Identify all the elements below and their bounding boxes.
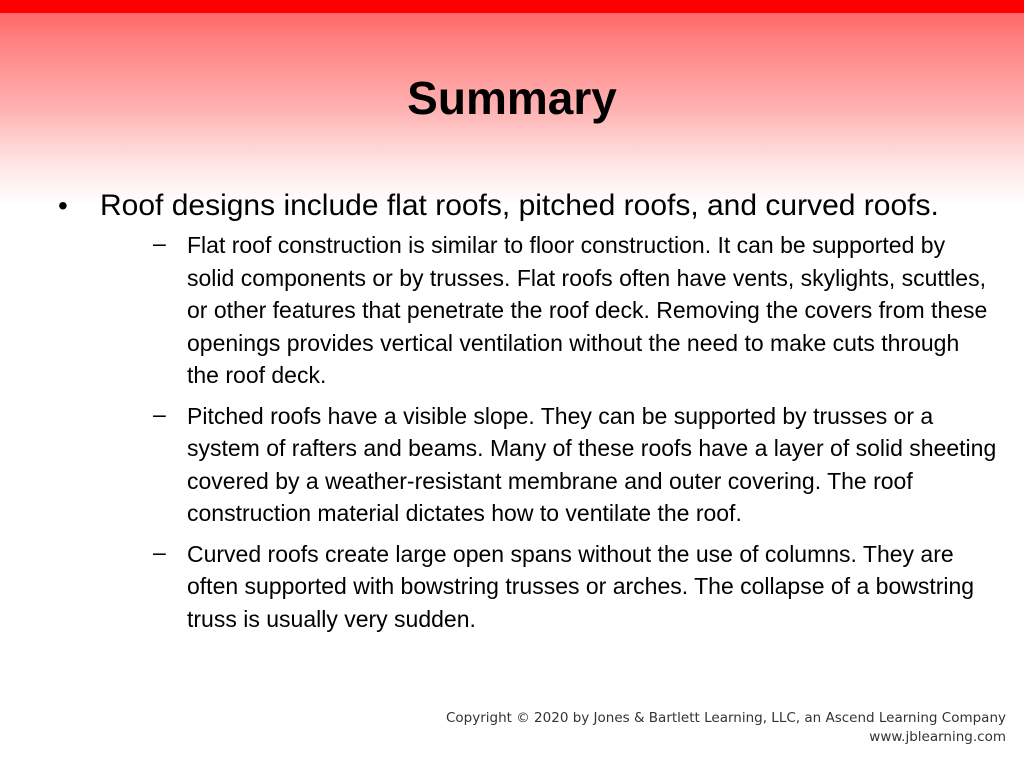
sub-bullet-text: Pitched roofs have a visible slope. They can be supported by trusses or a system of rafters and beams. Many of these roofs have a layer of solid sheeting covered by a weather-resistant membrane and outer covering. The roof construction material dictates how to ventilate the roof. — [187, 402, 997, 526]
sub-bullet-marker: – — [153, 400, 166, 427]
bullet-marker: • — [58, 190, 68, 221]
top-accent-bar — [0, 0, 1024, 13]
slide-title: Summary — [407, 72, 617, 124]
sub-bullet-text: Flat roof construction is similar to floor construction. It can be supported by solid components or by trusses. Flat roofs often have vents, skylights, scuttles, or other features that penetrate the roof deck. Removing the covers from these openings provides vertical ventilation without the need to make cuts through the roof deck. — [187, 232, 988, 388]
copyright-notice: Copyright © 2020 by Jones & Bartlett Learning, LLC, an Ascend Learning Company — [446, 710, 1006, 726]
publisher-url: www.jblearning.com — [869, 729, 1006, 745]
sub-bullet-marker: – — [153, 538, 166, 565]
sub-bullet-text: Curved roofs create large open spans without the use of columns. They are often supported with bowstring trusses or arches. The collapse of a bowstring truss is usually very sudden. — [187, 540, 975, 632]
sub-bullet-pitched-roofs — [100, 400, 997, 530]
slide-content — [58, 187, 997, 643]
bullet-item — [58, 187, 997, 635]
sub-bullet-curved-roofs — [100, 538, 997, 636]
sub-bullet-flat-roofs — [100, 229, 997, 392]
footer — [446, 709, 1006, 747]
sub-bullet-marker: – — [153, 230, 166, 256]
bullet-text: Roof designs include flat roofs, pitched roofs, and curved roofs. — [100, 189, 939, 222]
sub-bullet-list — [100, 229, 997, 635]
